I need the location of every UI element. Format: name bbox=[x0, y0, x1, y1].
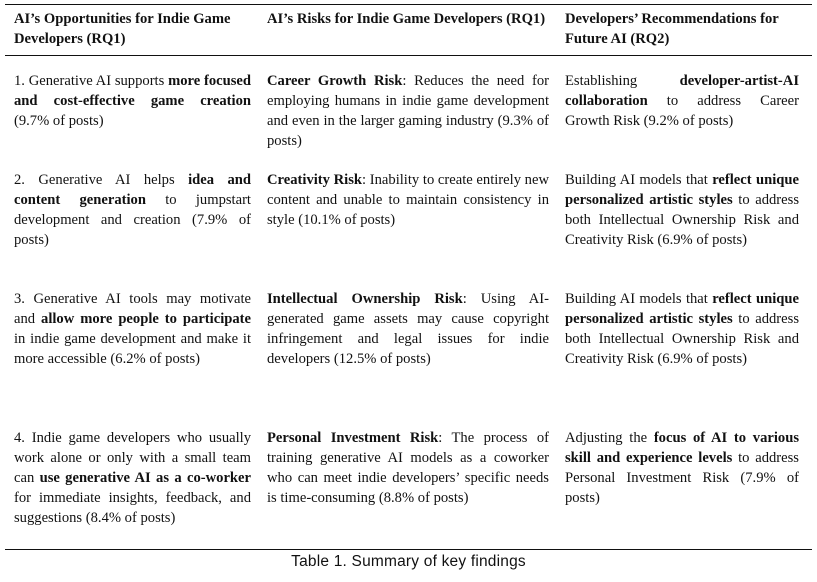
risk-cell: Creativity Risk: Inability to create entirely new content and unable to maintain consistency in style (10.1% of posts) bbox=[267, 172, 549, 228]
header-opportunities: AI’s Opportunities for Indie Game Developers (RQ1) bbox=[14, 11, 231, 47]
opportunity-cell: 4. Indie game developers who usually work alone or only with a small team can use generative AI as a co-worker for immediate insights, feedback, and suggestions (8.4% of posts) bbox=[14, 430, 251, 526]
table-caption: Table 1. Summary of key findings bbox=[291, 553, 526, 570]
risk-cell: Intellectual Ownership Risk: Using AI-generated game assets may cause copyright infringement and legal issues for indie developers (12.5% of posts) bbox=[267, 291, 549, 367]
recommendation-cell: Establishing developer-artist-AI collaboration to address Career Growth Risk (9.2% of posts) bbox=[565, 73, 799, 129]
risk-cell: Career Growth Risk: Reduces the need for employing humans in indie game development and even in the larger gaming industry (9.3% of posts) bbox=[267, 73, 549, 149]
header-recommendations: Developers’ Recommendations for Future AI (RQ2) bbox=[565, 11, 779, 47]
recommendation-cell: Building AI models that reflect unique personalized artistic styles to address both Intellectual Ownership Risk and Creativity Risk (6.9% of posts) bbox=[565, 291, 800, 367]
table-top-rule bbox=[5, 4, 812, 5]
recommendation-cell: Building AI models that reflect unique personalized artistic styles to address both Intellectual Ownership Risk and Creativity Risk (6.9% of posts) bbox=[565, 172, 800, 248]
opportunity-cell: 1. Generative AI supports more focused and cost-effective game creation (9.7% of posts) bbox=[14, 73, 251, 129]
table-header-rule bbox=[5, 55, 812, 56]
opportunity-cell: 2. Generative AI helps idea and content generation to jumpstart development and creation (7.9% of posts) bbox=[14, 172, 252, 248]
risk-cell: Personal Investment Risk: The process of training generative AI models as a coworker who can meet indie developers’ specific needs is time-consuming (8.8% of posts) bbox=[267, 430, 549, 506]
opportunity-cell: 3. Generative AI tools may motivate and allow more people to participate in indie game development and make it more accessible (6.2% of posts) bbox=[14, 291, 251, 367]
header-risks: AI’s Risks for Indie Game Developers (RQ1) bbox=[267, 11, 546, 27]
recommendation-cell: Adjusting the focus of AI to various skill and experience levels to address Personal Investment Risk (7.9% of posts) bbox=[565, 430, 799, 506]
